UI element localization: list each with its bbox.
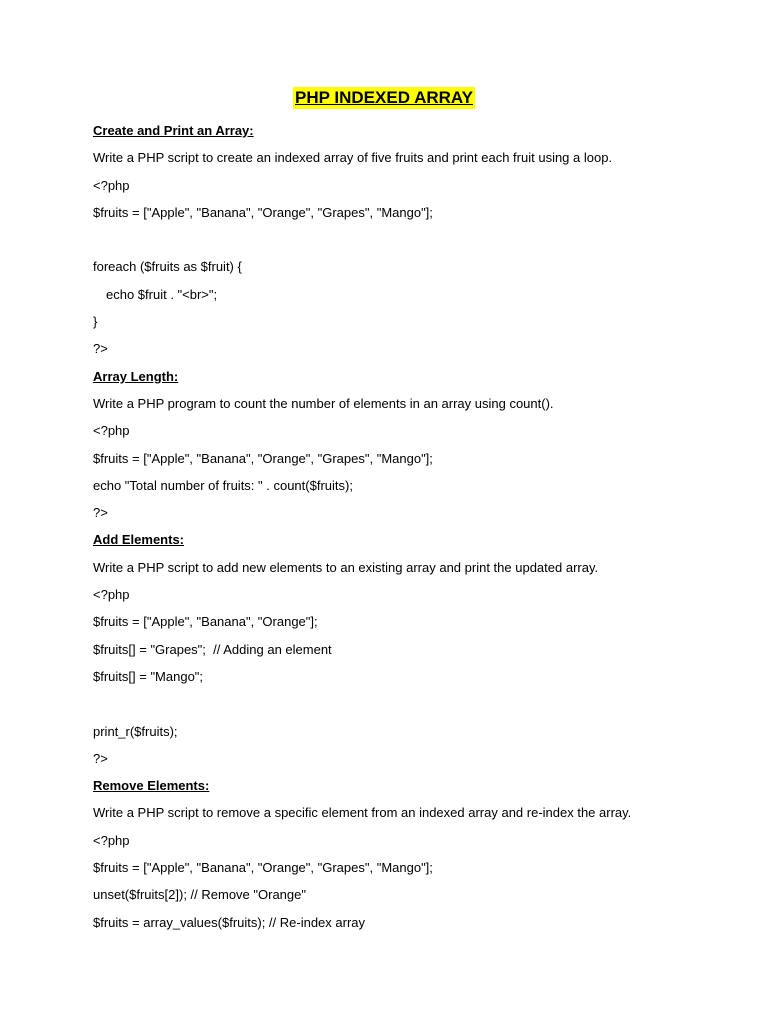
page-title: PHP INDEXED ARRAY: [295, 88, 473, 107]
code-line: }: [93, 314, 98, 330]
section-heading-array-length: Array Length:: [93, 368, 179, 384]
code-line: <?php: [93, 587, 130, 603]
code-line: ?>: [93, 341, 108, 357]
code-line: echo "Total number of fruits: " . count($fruits);: [93, 477, 353, 493]
code-line: $fruits = array_values($fruits); // Re-index array: [93, 914, 366, 930]
section-heading-add-elements: Add Elements:: [93, 532, 185, 548]
code-line: ?>: [93, 505, 108, 521]
blank-line: [93, 226, 733, 253]
task-description: Write a PHP program to count the number of elements in an array using count().: [93, 395, 554, 411]
code-line: $fruits = ["Apple", "Banana", "Orange"];: [93, 614, 318, 630]
code-line: <?php: [93, 177, 130, 193]
blank-line: [93, 690, 733, 717]
code-line: $fruits[] = "Mango";: [93, 668, 204, 684]
code-line: $fruits[] = "Grapes"; // Adding an element: [93, 641, 332, 657]
task-description: Write a PHP script to remove a specific element from an indexed array and re-index the array.: [93, 805, 632, 821]
code-line: unset($fruits[2]); // Remove "Orange": [93, 887, 306, 903]
task-description: Write a PHP script to create an indexed array of five fruits and print each fruit using a loop.: [93, 150, 613, 166]
code-line: $fruits = ["Apple", "Banana", "Orange", "Grapes", "Mango"];: [93, 860, 433, 876]
code-line: print_r($fruits);: [93, 723, 178, 739]
document-body: [93, 117, 733, 936]
task-description: Write a PHP script to add new elements to an existing array and print the updated array.: [93, 559, 599, 575]
code-line: <?php: [93, 423, 130, 439]
code-line: foreach ($fruits as $fruit) {: [93, 259, 242, 275]
code-line: <?php: [93, 832, 130, 848]
title-wrapper: [0, 87, 768, 109]
code-line: ?>: [93, 750, 108, 766]
section-heading-remove-elements: Remove Elements:: [93, 778, 210, 794]
section-heading-create-print: Create and Print an Array:: [93, 123, 254, 138]
code-line: $fruits = ["Apple", "Banana", "Orange", "Grapes", "Mango"];: [93, 450, 433, 466]
code-line: $fruits = ["Apple", "Banana", "Orange", "Grapes", "Mango"];: [93, 204, 433, 220]
code-line: echo $fruit . "<br>";: [106, 286, 218, 302]
